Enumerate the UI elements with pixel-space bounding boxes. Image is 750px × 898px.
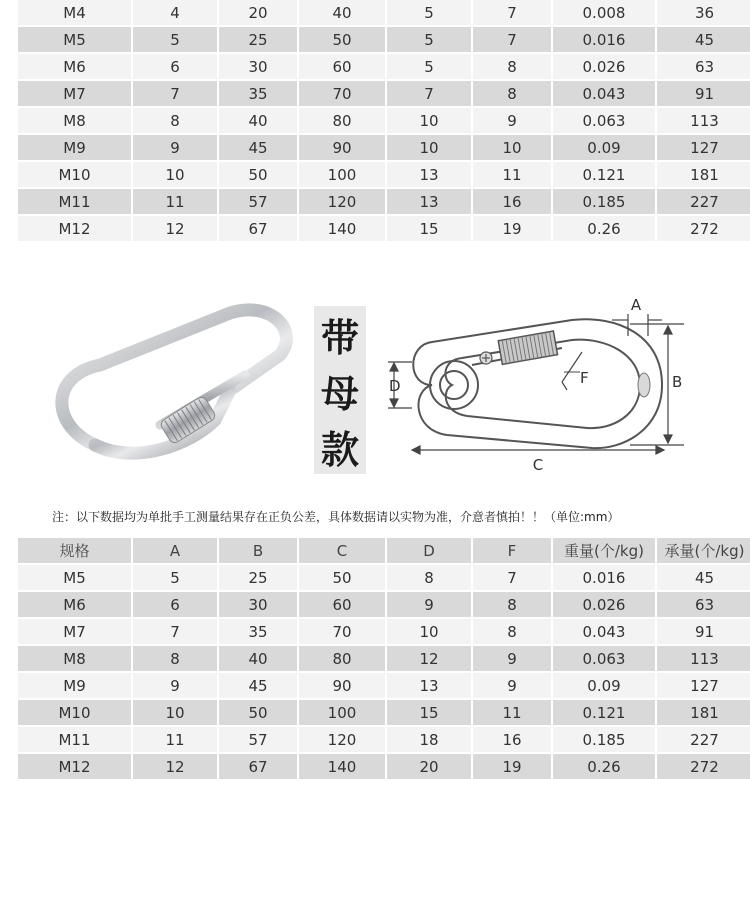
table-cell: 10 bbox=[133, 700, 219, 727]
table-cell: 6 bbox=[133, 592, 219, 619]
table-cell: 90 bbox=[299, 135, 387, 162]
table-cell: 0.121 bbox=[553, 700, 657, 727]
table-cell: 11 bbox=[133, 727, 219, 754]
table-cell: 227 bbox=[657, 189, 750, 216]
header-cell: A bbox=[133, 538, 219, 565]
table-cell: 100 bbox=[299, 700, 387, 727]
table-cell: 0.008 bbox=[553, 0, 657, 27]
table-cell: 0.185 bbox=[553, 189, 657, 216]
table-cell: 91 bbox=[657, 81, 750, 108]
table-cell: 50 bbox=[219, 700, 299, 727]
table-cell: 13 bbox=[387, 673, 473, 700]
table-row bbox=[18, 619, 750, 646]
header-cell: C bbox=[299, 538, 387, 565]
header-cell: D bbox=[387, 538, 473, 565]
table-cell: 0.026 bbox=[553, 54, 657, 81]
table-cell: M12 bbox=[18, 754, 133, 781]
table-cell: 8 bbox=[387, 565, 473, 592]
table-cell: M5 bbox=[18, 565, 133, 592]
table-cell: 9 bbox=[133, 135, 219, 162]
table-cell: 70 bbox=[299, 81, 387, 108]
table-cell: 8 bbox=[133, 108, 219, 135]
table-cell: 40 bbox=[219, 108, 299, 135]
table-header-row bbox=[18, 538, 750, 565]
table-cell: 100 bbox=[299, 162, 387, 189]
table-cell: 7 bbox=[473, 27, 553, 54]
table-cell: 8 bbox=[473, 81, 553, 108]
label-a: A bbox=[630, 296, 642, 314]
table-row bbox=[18, 54, 750, 81]
table-cell: 5 bbox=[133, 565, 219, 592]
table-cell: M6 bbox=[18, 54, 133, 81]
table-cell: 19 bbox=[473, 754, 553, 781]
table-cell: 0.26 bbox=[553, 216, 657, 243]
table-cell: 20 bbox=[219, 0, 299, 27]
table-cell: 0.063 bbox=[553, 646, 657, 673]
table-cell: M10 bbox=[18, 700, 133, 727]
table-cell: 4 bbox=[133, 0, 219, 27]
table-cell: 25 bbox=[219, 27, 299, 54]
table-cell: 60 bbox=[299, 54, 387, 81]
table-cell: 63 bbox=[657, 592, 750, 619]
table-cell: 60 bbox=[299, 592, 387, 619]
table-cell: 45 bbox=[657, 27, 750, 54]
table-cell: 5 bbox=[387, 54, 473, 81]
table-cell: 13 bbox=[387, 162, 473, 189]
table-cell: 45 bbox=[219, 135, 299, 162]
table-cell: 45 bbox=[657, 565, 750, 592]
table-cell: 30 bbox=[219, 592, 299, 619]
table-cell: 5 bbox=[133, 27, 219, 54]
table-cell: 91 bbox=[657, 619, 750, 646]
table-cell: 11 bbox=[133, 189, 219, 216]
table-cell: 0.043 bbox=[553, 619, 657, 646]
table-cell: 0.026 bbox=[553, 592, 657, 619]
table-cell: 7 bbox=[133, 81, 219, 108]
table-cell: 40 bbox=[219, 646, 299, 673]
title-char-1: 带 bbox=[320, 315, 359, 360]
table-cell: 12 bbox=[133, 216, 219, 243]
table-cell: 63 bbox=[657, 54, 750, 81]
table-cell: 70 bbox=[299, 619, 387, 646]
table-row bbox=[18, 673, 750, 700]
table-cell: 113 bbox=[657, 108, 750, 135]
table-cell: 0.121 bbox=[553, 162, 657, 189]
table-cell: M10 bbox=[18, 162, 133, 189]
header-cell: B bbox=[219, 538, 299, 565]
table-cell: 15 bbox=[387, 700, 473, 727]
table-cell: M11 bbox=[18, 189, 133, 216]
table-cell: 16 bbox=[473, 727, 553, 754]
table-cell: 16 bbox=[473, 189, 553, 216]
table-row bbox=[18, 0, 750, 27]
table-cell: 45 bbox=[219, 673, 299, 700]
table-cell: 0.185 bbox=[553, 727, 657, 754]
table-cell: 7 bbox=[133, 619, 219, 646]
spec-table-top bbox=[18, 0, 750, 243]
table-cell: 9 bbox=[473, 646, 553, 673]
table-cell: M6 bbox=[18, 592, 133, 619]
title-char-3: 款 bbox=[320, 427, 359, 472]
table-cell: 36 bbox=[657, 0, 750, 27]
measurement-note: 注：以下数据均为单批手工测量结果存在正负公差，具体数据请以实物为准，介意者慎拍！！（单位:mm） bbox=[52, 510, 620, 524]
table-cell: 10 bbox=[387, 108, 473, 135]
table-cell: 0.09 bbox=[553, 135, 657, 162]
table-cell: 57 bbox=[219, 189, 299, 216]
table-cell: 30 bbox=[219, 54, 299, 81]
table-cell: 90 bbox=[299, 673, 387, 700]
table-row bbox=[18, 27, 750, 54]
table-cell: 18 bbox=[387, 727, 473, 754]
table-row bbox=[18, 81, 750, 108]
table-cell: 0.26 bbox=[553, 754, 657, 781]
table-cell: 7 bbox=[473, 565, 553, 592]
table-cell: 12 bbox=[133, 754, 219, 781]
table-cell: 127 bbox=[657, 135, 750, 162]
table-cell: 40 bbox=[299, 0, 387, 27]
table-cell: 80 bbox=[299, 646, 387, 673]
table-cell: 0.016 bbox=[553, 565, 657, 592]
table-cell: 10 bbox=[387, 135, 473, 162]
table-cell: 0.016 bbox=[553, 27, 657, 54]
table-row bbox=[18, 754, 750, 781]
table-row bbox=[18, 135, 750, 162]
table-cell: M9 bbox=[18, 673, 133, 700]
header-cell: 重量(个/kg) bbox=[553, 538, 657, 565]
table-cell: 10 bbox=[387, 619, 473, 646]
table-row bbox=[18, 189, 750, 216]
table-cell: 20 bbox=[387, 754, 473, 781]
table-row bbox=[18, 565, 750, 592]
table-row bbox=[18, 727, 750, 754]
table-cell: 8 bbox=[133, 646, 219, 673]
table-cell: 181 bbox=[657, 162, 750, 189]
table-cell: 6 bbox=[133, 54, 219, 81]
vertical-title bbox=[314, 306, 366, 474]
title-char-2: 母 bbox=[320, 371, 359, 416]
table-row bbox=[18, 700, 750, 727]
table-cell: 9 bbox=[473, 108, 553, 135]
table-cell: 5 bbox=[387, 0, 473, 27]
table-cell: 0.09 bbox=[553, 673, 657, 700]
table-cell: 9 bbox=[133, 673, 219, 700]
table-cell: 0.043 bbox=[553, 81, 657, 108]
table-cell: 8 bbox=[473, 619, 553, 646]
carabiner-photo bbox=[40, 295, 310, 475]
table-cell: M4 bbox=[18, 0, 133, 27]
table-cell: 50 bbox=[299, 27, 387, 54]
table-cell: M7 bbox=[18, 81, 133, 108]
table-cell: 35 bbox=[219, 619, 299, 646]
table-cell: 50 bbox=[299, 565, 387, 592]
table-cell: 19 bbox=[473, 216, 553, 243]
table-cell: 9 bbox=[473, 673, 553, 700]
table-cell: 9 bbox=[387, 592, 473, 619]
table-cell: 8 bbox=[473, 54, 553, 81]
table-cell: 7 bbox=[387, 81, 473, 108]
table-cell: 12 bbox=[387, 646, 473, 673]
header-cell: 承量(个/kg) bbox=[657, 538, 750, 565]
table-cell: 25 bbox=[219, 565, 299, 592]
table-cell: 67 bbox=[219, 754, 299, 781]
table-cell: 7 bbox=[473, 0, 553, 27]
table-cell: 13 bbox=[387, 189, 473, 216]
table-cell: 120 bbox=[299, 189, 387, 216]
table-cell: 80 bbox=[299, 108, 387, 135]
label-f: F bbox=[580, 369, 589, 387]
header-cell: 规格 bbox=[18, 538, 133, 565]
table-cell: 10 bbox=[473, 135, 553, 162]
table-cell: 120 bbox=[299, 727, 387, 754]
spec-table-bottom bbox=[18, 538, 750, 781]
table-cell: 227 bbox=[657, 727, 750, 754]
table-cell: 0.063 bbox=[553, 108, 657, 135]
table-cell: M5 bbox=[18, 27, 133, 54]
table-cell: 15 bbox=[387, 216, 473, 243]
table-row bbox=[18, 216, 750, 243]
table-cell: M12 bbox=[18, 216, 133, 243]
table-cell: 11 bbox=[473, 162, 553, 189]
table-cell: M8 bbox=[18, 646, 133, 673]
table-cell: 35 bbox=[219, 81, 299, 108]
table-cell: M9 bbox=[18, 135, 133, 162]
table-cell: 113 bbox=[657, 646, 750, 673]
table-cell: 181 bbox=[657, 700, 750, 727]
label-c: C bbox=[532, 456, 544, 474]
table-cell: M11 bbox=[18, 727, 133, 754]
label-d: D bbox=[389, 377, 401, 395]
table-cell: 140 bbox=[299, 216, 387, 243]
table-row bbox=[18, 162, 750, 189]
table-row bbox=[18, 646, 750, 673]
table-cell: 50 bbox=[219, 162, 299, 189]
table-row bbox=[18, 108, 750, 135]
table-cell: 5 bbox=[387, 27, 473, 54]
table-cell: M8 bbox=[18, 108, 133, 135]
dimension-diagram bbox=[372, 290, 702, 475]
table-cell: M7 bbox=[18, 619, 133, 646]
table-cell: 10 bbox=[133, 162, 219, 189]
table-cell: 57 bbox=[219, 727, 299, 754]
table-cell: 272 bbox=[657, 754, 750, 781]
table-cell: 11 bbox=[473, 700, 553, 727]
table-cell: 67 bbox=[219, 216, 299, 243]
table-cell: 272 bbox=[657, 216, 750, 243]
label-b: B bbox=[672, 373, 683, 391]
table-row bbox=[18, 592, 750, 619]
header-cell: F bbox=[473, 538, 553, 565]
table-cell: 127 bbox=[657, 673, 750, 700]
table-cell: 8 bbox=[473, 592, 553, 619]
table-cell: 140 bbox=[299, 754, 387, 781]
